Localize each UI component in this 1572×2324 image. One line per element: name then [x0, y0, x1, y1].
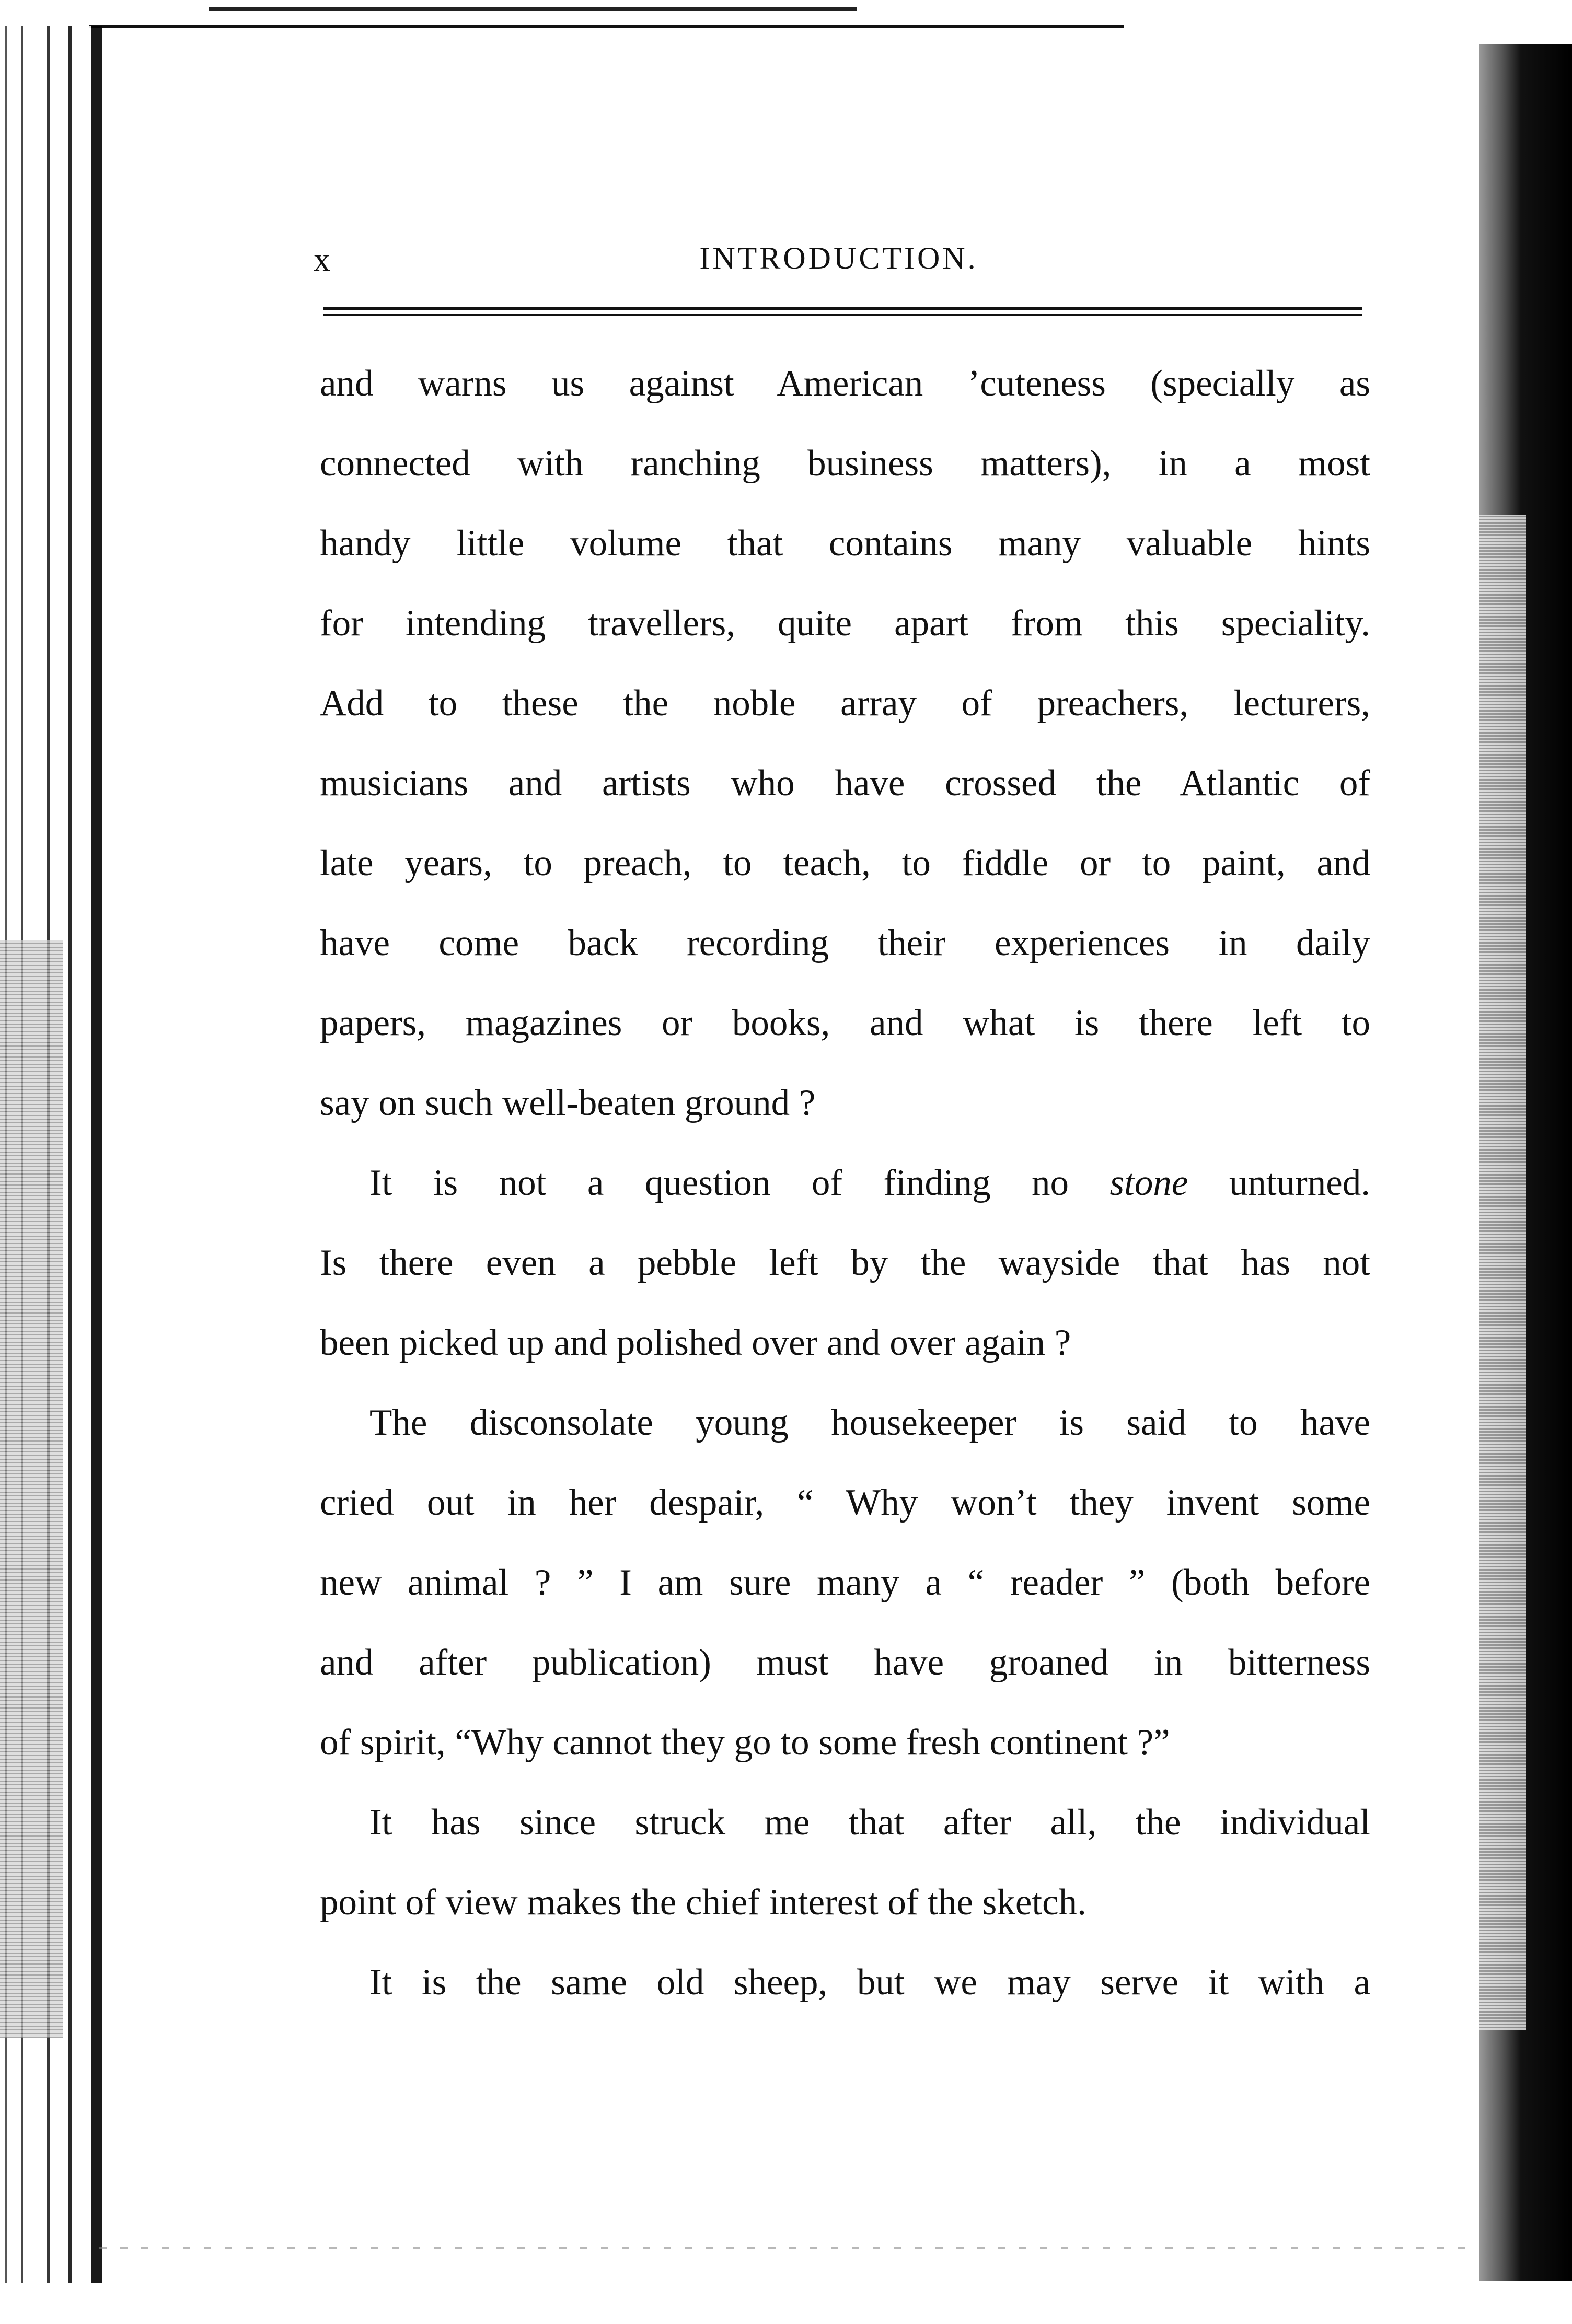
text-line — [320, 1143, 1370, 1223]
text-line: handy little volume that contains many valuable hints — [320, 523, 1370, 564]
page-top-border — [89, 25, 1124, 28]
running-head — [314, 240, 1364, 282]
body-text — [320, 344, 1370, 2023]
text-segment: It is not a question of finding no — [369, 1163, 1069, 1203]
text-line: of spirit, “Why cannot they go to some fresh continent ?” — [320, 1722, 1170, 1763]
page-number: x — [314, 241, 331, 278]
text-line: It has since struck me that after all, the individual — [369, 1802, 1370, 1843]
text-line: Add to these the noble array of preachers, lecturers, — [320, 683, 1370, 724]
text-line: Is there even a pebble left by the wayside that has not — [320, 1242, 1370, 1283]
text-line: papers, magazines or books, and what is there left to — [320, 1003, 1370, 1043]
text-line: been picked up and polished over and over again ? — [320, 1322, 1071, 1363]
text-line: musicians and artists who have crossed the Atlantic of — [320, 763, 1370, 804]
text-line: It is the same old sheep, but we may serve it with a — [369, 1962, 1370, 2003]
running-title: INTRODUCTION. — [699, 241, 978, 275]
page-right-shadow — [1479, 44, 1572, 2281]
text-line: The disconsolate young housekeeper is said to have — [369, 1402, 1370, 1443]
page-bottom-edge — [99, 2247, 1479, 2249]
book-binding-edge — [0, 26, 102, 2283]
text-line: cried out in her despair, “ Why won’t they invent some — [320, 1482, 1370, 1523]
text-line: for intending travellers, quite apart from this speciality. — [320, 603, 1370, 644]
text-line: have come back recording their experiences in daily — [320, 923, 1370, 963]
scan-top-edge — [209, 7, 857, 11]
text-line: late years, to preach, to teach, to fiddle or to paint, and — [320, 843, 1370, 884]
text-segment: unturned. — [1229, 1163, 1370, 1203]
text-line: new animal ? ” I am sure many a “ reader ” (both before — [320, 1562, 1370, 1603]
header-double-rule — [323, 307, 1362, 316]
text-line: say on such well-beaten ground ? — [320, 1083, 816, 1123]
italic-word: stone — [1109, 1163, 1188, 1203]
text-line: and warns us against American ’cuteness (specially as — [320, 363, 1370, 404]
text-line: point of view makes the chief interest of the sketch. — [320, 1882, 1086, 1923]
text-line: and after publication) must have groaned in bitterness — [320, 1642, 1370, 1683]
text-line: connected with ranching business matters), in a most — [320, 443, 1370, 484]
